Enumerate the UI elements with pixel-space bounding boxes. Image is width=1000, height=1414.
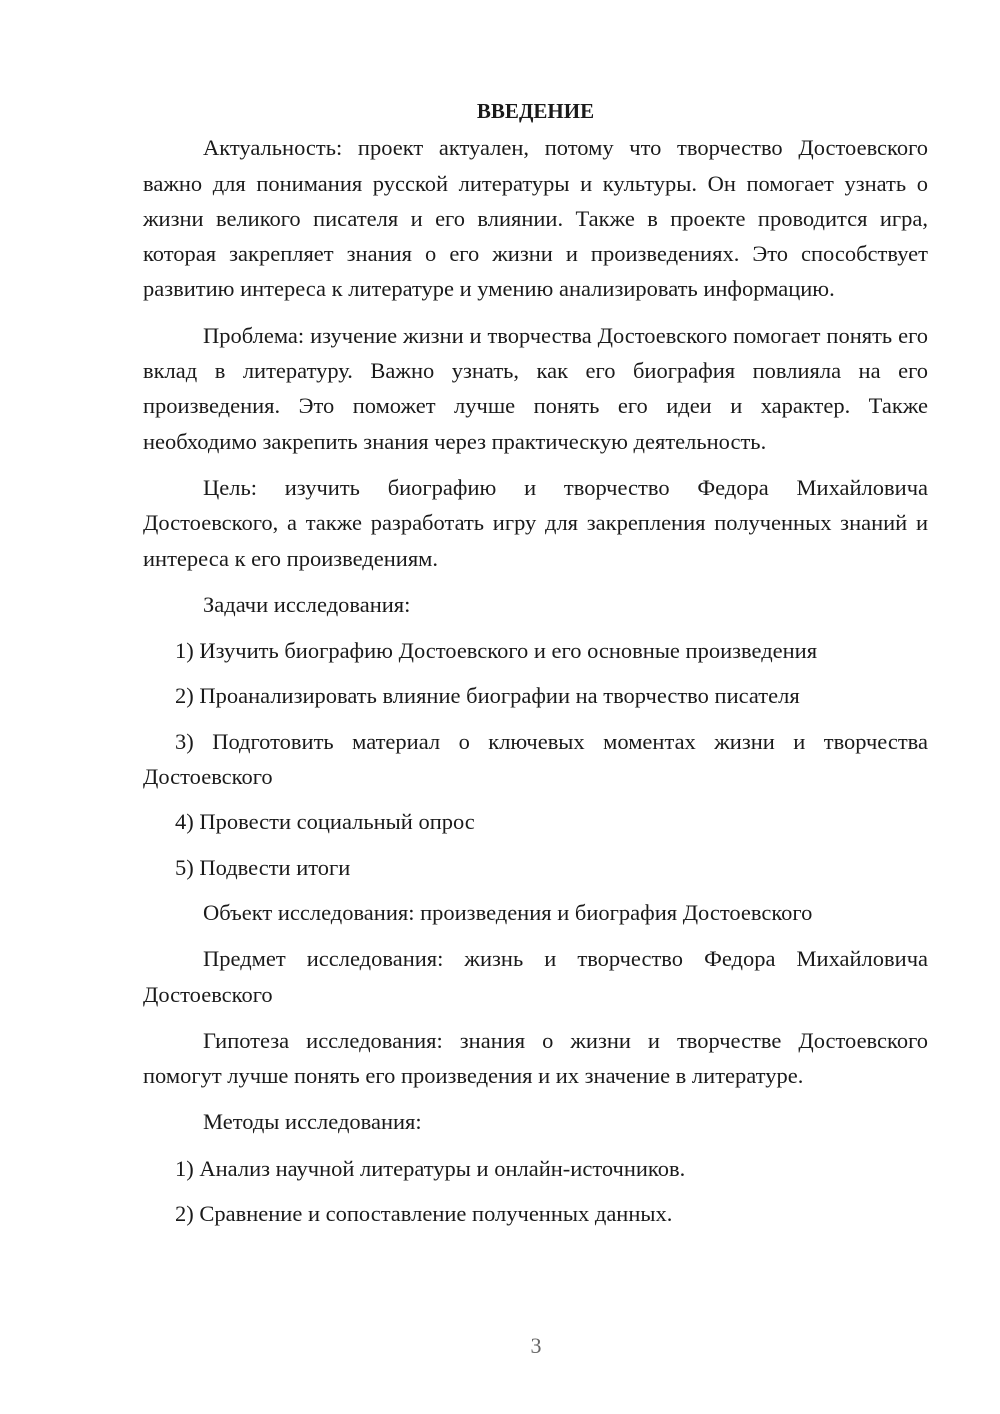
page-content bbox=[143, 94, 928, 1241]
task-item-3: 3) Подготовить материал о ключевых моментах жизни и творчества Достоевского bbox=[143, 728, 928, 790]
object-paragraph: Объект исследования: произведения и биография Достоевского bbox=[203, 899, 813, 925]
page-number: 3 bbox=[530, 1333, 542, 1358]
subject-paragraph: Предмет исследования: жизнь и творчество Федора Михайловича Достоевского bbox=[143, 946, 928, 1007]
task-item-2: 2) Проанализировать влияние биографии на творчество писателя bbox=[175, 683, 800, 709]
hypothesis-paragraph: Гипотеза исследования: знания о жизни и творчестве Достоевского помогут лучше понять его произведения и их значение в литературе. bbox=[143, 1027, 928, 1089]
methods-heading: Методы исследования: bbox=[203, 1109, 422, 1135]
page-title: ВВЕДЕНИЕ bbox=[476, 99, 595, 123]
problem-paragraph: Проблема: изучение жизни и творчества Достоевского помогает понять его вклад в литературу. Важно узнать, как его биография повлияла на его произведения. Это поможет лучше понять его идеи и характер. Также необходимо закрепить знания через практическую деятельность. bbox=[143, 322, 928, 454]
goal-paragraph: Цель: изучить биографию и творчество Федора Михайловича Достоевского, а также разработать игру для закрепления полученных знаний и интереса к его произведениям. bbox=[143, 474, 928, 571]
task-item-4: 4) Провести социальный опрос bbox=[175, 809, 475, 835]
method-item-2: 2) Сравнение и сопоставление полученных данных. bbox=[175, 1201, 673, 1227]
tasks-heading: Задачи исследования: bbox=[203, 591, 411, 617]
method-item-1: 1) Анализ научной литературы и онлайн-источников. bbox=[175, 1155, 686, 1181]
relevance-paragraph: Актуальность: проект актуален, потому что творчество Достоевского важно для понимания русской литературы и культуры. Он помогает узнать о жизни великого писателя и его влиянии. Также в проекте проводится игра, которая закрепляет знания о его жизни и произведениях. Это способствует развитию интереса к литературе и умению анализировать информацию. bbox=[143, 135, 928, 302]
task-item-1: 1) Изучить биографию Достоевского и его основные произведения bbox=[175, 638, 818, 664]
task-item-5: 5) Подвести итоги bbox=[175, 854, 351, 880]
